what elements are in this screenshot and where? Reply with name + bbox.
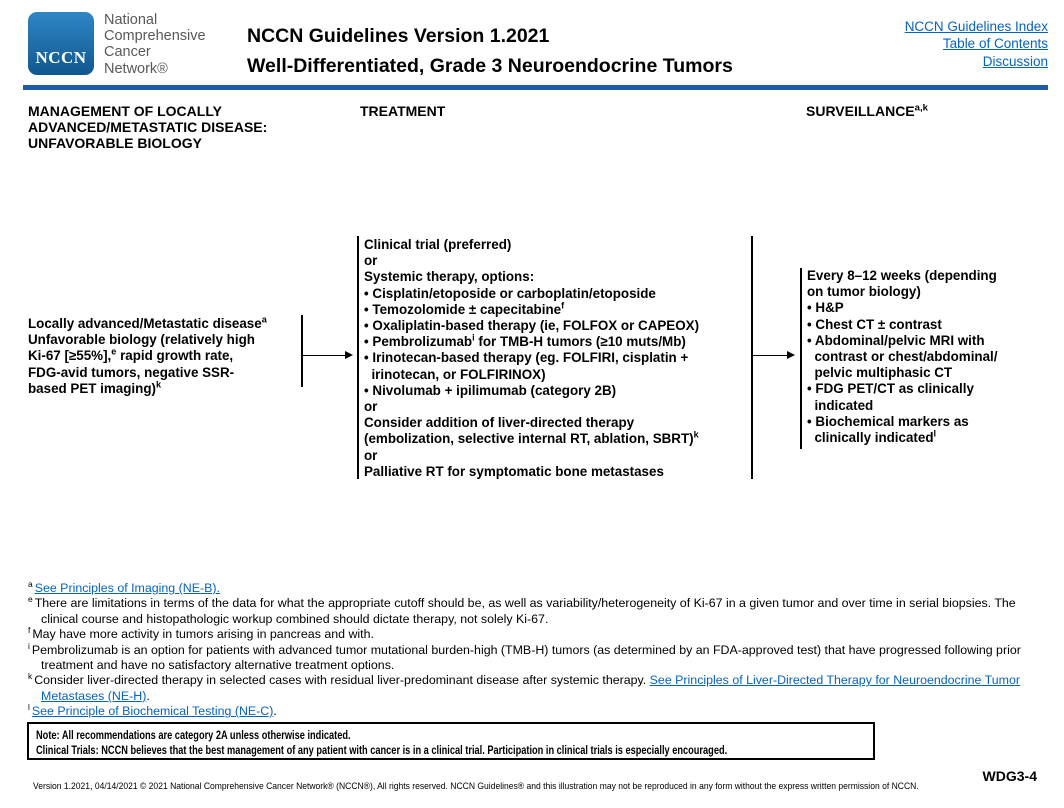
condition-block [28,316,267,397]
text-line: ADVANCED/METASTATIC DISEASE: [28,119,268,136]
text-line: FDG-avid tumors, negative SSR- [28,364,235,380]
footnote-a [28,578,1042,596]
text-line: indicated [807,397,874,413]
text-line: MANAGEMENT OF LOCALLY [28,103,222,119]
footnote-e: $^e$ There are limitations in terms of the data for what the appropriate cutoff should be, as well as variability/heterogeneity of Ki-67 in a given tumor and over time in serial biopsies. The clinical course and histopathologic workup combined should dictate therapy, not solely Ki-67. [28,594,1016,626]
org-name [104,12,206,77]
text-line: Cancer [104,44,151,61]
condition-bracket-line [301,315,303,387]
footnote-marker: e [28,594,33,605]
footnote-marker: f [28,625,31,636]
note-box [27,722,875,760]
link-discussion[interactable]: Discussion [982,53,1048,69]
footer-copyright: Version 1.2021, 04/14/2021 © 2021 National Comprehensive Cancer Network® (NCCN®), All rights reserved. NCCN Guidelines® and this illustration may not be reproduced in any form without the express written permission of NCCN. [33,781,919,791]
text-line: Comprehensive [104,28,206,45]
text-line: Systemic therapy, options: [364,269,535,285]
page-title [247,21,733,81]
text-line: clinically indicated$^l$ [807,428,937,446]
text-line: based PET imaging)$^k$ [28,379,162,396]
text-line: • Chest CT ± contrast [807,316,942,332]
text-line: • Cisplatin/etoposide or carboplatin/etoposide [364,285,656,301]
header-links [905,18,1048,70]
text-line: Ki-67 [≥55%],$^e$ rapid growth rate, [28,346,234,364]
tumor-type-title: Well-Differentiated, Grade 3 Neuroendocrine Tumors [247,55,733,77]
text-line: (embolization, selective internal RT, ablation, SBRT)$^k$ [364,429,699,447]
footnotes [28,578,1042,720]
text-line: Every 8–12 weeks (depending [807,268,997,283]
text-line: Clinical trial (preferred) [364,237,512,252]
footnote-marker: l [28,702,30,713]
arrow-treatment-to-surveillance [753,355,787,356]
footnote-marker: i [28,640,30,651]
footnote-i: $^i$ Pembrolizumab is an option for patients with advanced tumor mutational burden-high (TMB-H) tumors (as determined by an FDA-approved test) that have progressed following prior treatment and have no satisfactory alternative treatment options. [28,640,1021,673]
treatment-right-bracket-line [751,236,753,479]
header-divider [23,85,1048,90]
nccn-logo [28,12,94,75]
column-header-treatment: TREATMENT [360,103,446,119]
text-line: on tumor biology) [807,284,921,300]
arrow-condition-to-treatment [303,355,345,356]
text-line: irinotecan, or FOLFIRINOX) [364,366,546,382]
treatment-left-bracket-line [357,236,359,479]
surveillance-block [807,268,997,446]
text-line: • Oxaliplatin-based therapy (ie, FOLFOX or CAPEOX) [364,318,700,334]
text-line: • Irinotecan-based therapy (eg. FOLFIRI, cisplatin + [364,350,689,366]
text-line: • H&P [807,300,844,316]
text-line: Network® [104,60,168,77]
link-table-of-contents[interactable]: Table of Contents [942,36,1048,52]
nccn-logo-text: NCCN [35,48,87,67]
text-line: • Nivolumab + ipilimumab (category 2B) [364,382,617,398]
column-header-management [28,103,267,152]
text-line: UNFAVORABLE BIOLOGY [28,135,202,152]
text-line: • Temozolomide ± capecitabine$^f$ [364,300,565,317]
text-line: Locally advanced/Metastatic disease$^a$ [28,314,267,331]
text-line: contrast or chest/abdominal/ [807,349,998,365]
text-line: or [364,447,378,463]
text-line: or [364,253,378,269]
text-line: Consider addition of liver-directed therapy [364,415,635,431]
treatment-block [364,237,699,480]
footnote-f: $^f$ May have more activity in tumors arising in pancreas and with. [28,625,374,642]
footnote-marker: k [28,671,33,682]
text-line: Unfavorable biology (relatively high [28,332,255,348]
page-code: WDG3-4 [982,768,1037,784]
footnote-link[interactable]: See Principle of Biochemical Testing (NE-C) [31,704,274,719]
text-line: pelvic multiphasic CT [807,365,953,381]
column-header-surveillance [806,103,928,119]
link-guidelines-index[interactable]: NCCN Guidelines Index [904,19,1048,34]
footnote-link[interactable]: See Principles of Imaging (NE-B). [34,581,220,595]
footnote-marker: a [28,578,33,589]
text-line: • Abdominal/pelvic MRI with [807,332,985,348]
text-line: or [364,399,378,415]
surveillance-bracket-line [800,268,802,449]
guidelines-version-title: NCCN Guidelines Version 1.2021 [247,25,550,47]
footnote-l: $^l$ See Principle of Biochemical Testing (NE-C). [28,702,277,719]
text-line: National [104,12,158,28]
text-line: Palliative RT for symptomatic bone metastases [364,463,664,479]
footnote-link[interactable]: See Principles of Liver-Directed Therapy for Neuroendocrine Tumor Metastases (NE-H) [41,673,1020,703]
footnote-k: $^k$ Consider liver-directed therapy in selected cases with residual liver-predominant disease after systemic therapy. See Principles of Liver-Directed Therapy for Neuroendocrine Tumor Metastases (NE-H). [28,671,1020,703]
text-line: • Biochemical markers as [807,413,969,429]
text-line: • FDG PET/CT as clinically [807,381,974,397]
text-line: • Pembrolizumab$^i$ for TMB-H tumors (≥10 muts/Mb) [364,332,686,350]
text-line: SURVEILLANCE$^{a,k}$ [806,102,928,119]
text-line: Clinical Trials: NCCN believes that the best management of any patient with cancer is in a clinical trial. Participation in clinical trials is especially encouraged. [36,742,728,757]
text-line: Note: All recommendations are category 2A unless otherwise indicated. [36,728,351,742]
